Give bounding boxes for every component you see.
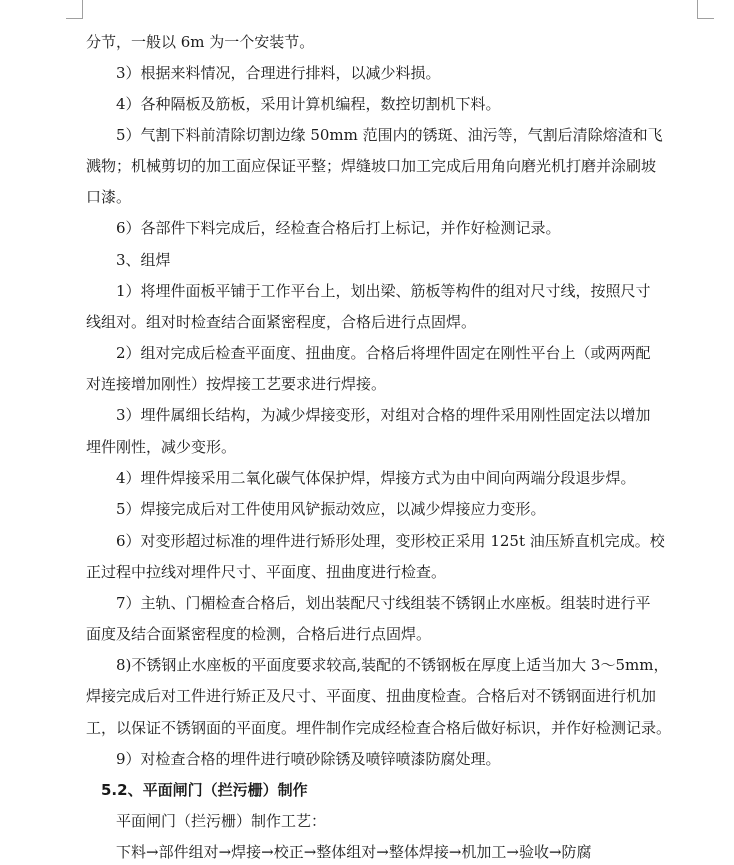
line-text: 正过程中拉线对埋件尺寸、平面度、扭曲度进行检查。 [86, 563, 447, 581]
line-text: 7）主轨、门楣检查合格后，划出装配尺寸线组装不锈钢止水座板。组装时进行平 [116, 594, 651, 612]
line-text: 线组对。组对时检查结合面紧密程度，合格后进行点固焊。 [86, 313, 477, 331]
line-text: 6）对变形超过标准的埋件进行矫形处理，变形校正采用 125t 油压矫直机完成。校 [116, 532, 665, 550]
line-text: 8)不锈钢止水座板的平面度要求较高,装配的不锈钢板在厚度上适当加大 3～5mm， [116, 656, 669, 674]
page-corner-mark-left [66, 0, 83, 19]
line-text: 下料→部件组对→焊接→校正→整体组对→整体焊接→机加工→验收→防腐 [116, 843, 592, 861]
page-corner-mark-right [697, 0, 714, 19]
line-text: 9）对检查合格的埋件进行喷砂除锈及喷锌喷漆防腐处理。 [116, 750, 501, 768]
line-text: 4）各种隔板及筋板，采用计算机编程，数控切割机下料。 [116, 95, 501, 113]
line-text: 3）根据来料情况，合理进行排料，以减少料损。 [116, 64, 441, 82]
line-text: 面度及结合面紧密程度的检测，合格后进行点固焊。 [86, 625, 432, 643]
heading-text: 5.2、平面闸门（拦污栅）制作 [101, 781, 308, 799]
line-text: 2）组对完成后检查平面度、扭曲度。合格后将埋件固定在刚性平台上（或两两配 [116, 344, 651, 362]
line-text: 焊接完成后对工件进行矫正及尺寸、平面度、扭曲度检查。合格后对不锈钢面进行机加 [86, 687, 657, 705]
line-text: 3）埋件属细长结构，为减少焊接变形，对组对合格的埋件采用刚性固定法以增加 [116, 406, 651, 424]
line-text: 埋件刚性，减少变形。 [86, 438, 237, 456]
line-text: 3、组焊 [116, 251, 171, 269]
line-text: 分节，一般以 6m 为一个安装节。 [86, 33, 315, 51]
line-text: 对连接增加刚性）按焊接工艺要求进行焊接。 [86, 375, 387, 393]
line-text: 口漆。 [86, 188, 132, 206]
line-text: 溅物；机械剪切的加工面应保证平整；焊缝坡口加工完成后用角向磨光机打磨并涂刷坡 [86, 157, 657, 175]
line-text: 1）将埋件面板平铺于工作平台上，划出梁、筋板等构件的组对尺寸线，按照尺寸 [116, 282, 651, 300]
line-text: 平面闸门（拦污栅）制作工艺： [116, 812, 327, 830]
line-text: 工，以保证不锈钢面的平面度。埋件制作完成经检查合格后做好标识，并作好检测记录。 [86, 719, 672, 737]
line-text: 6）各部件下料完成后，经检查合格后打上标记，并作好检测记录。 [116, 219, 561, 237]
line-text: 5）气割下料前清除切割边缘 50mm 范围内的锈斑、油污等，气割后清除熔渣和飞 [116, 126, 663, 144]
line-text: 5）焊接完成后对工件使用风铲振动效应，以减少焊接应力变形。 [116, 500, 546, 518]
line-text: 4）埋件焊接采用二氧化碳气体保护焊，焊接方式为由中间向两端分段退步焊。 [116, 469, 636, 487]
